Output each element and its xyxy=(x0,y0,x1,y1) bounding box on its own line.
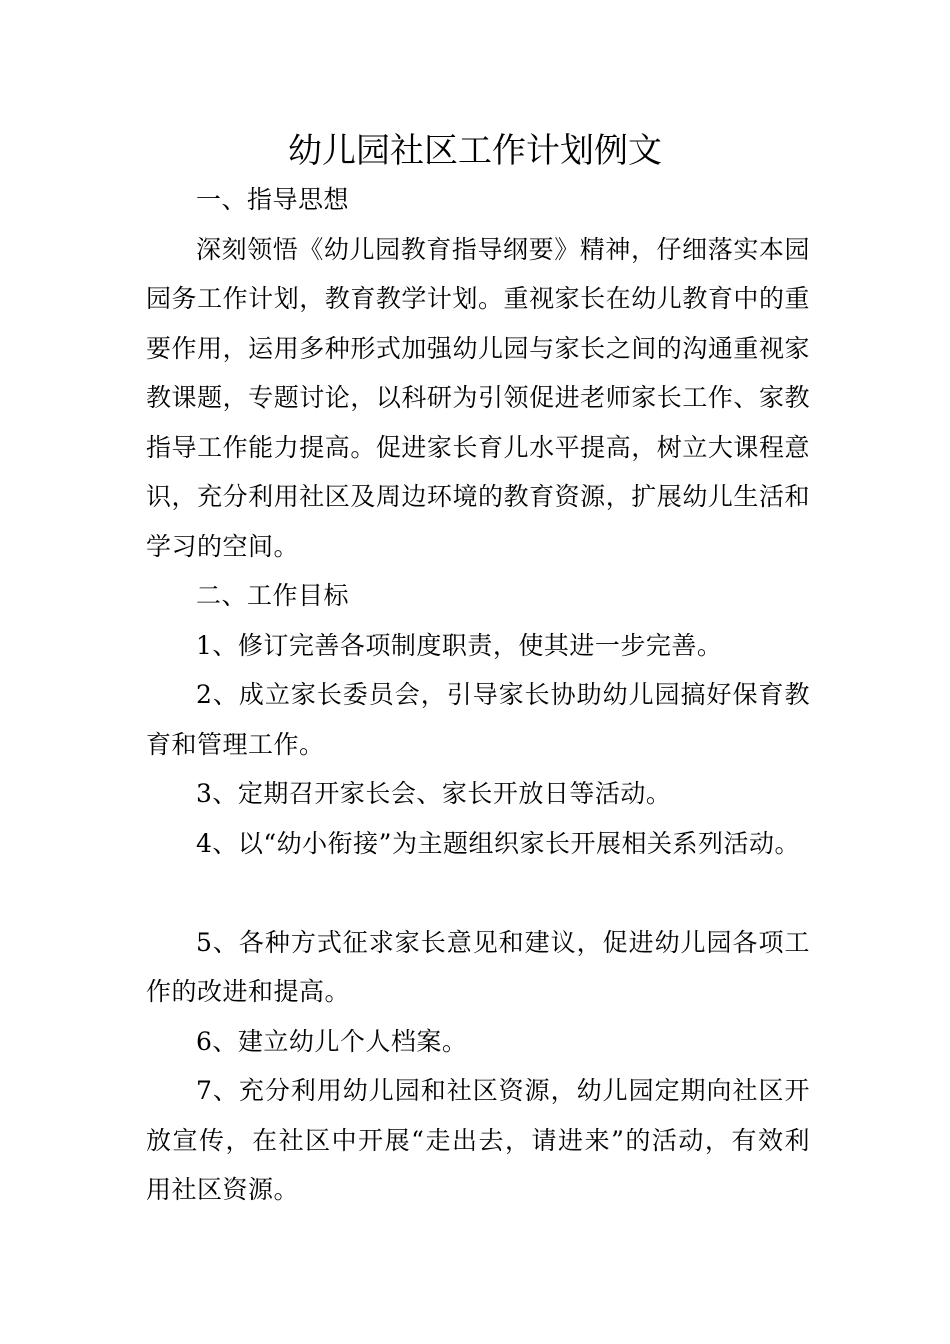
document-body xyxy=(146,175,810,1215)
goal-item-4: 4、以“幼小衔接”为主题组织家长开展相关系列活动。 xyxy=(196,828,800,858)
paragraph-guiding-ideology: 深刻领悟《幼儿园教育指导纲要》精神，仔细落实本园园务工作计划，教育教学计划。重视家长在幼儿教育中的重要作用，运用多种形式加强幼儿园与家长之间的沟通重视家教课题，专题讨论，以科研为引领促进老师家长工作、家教指导工作能力提高。促进家长育儿水平提高，树立大课程意识，充分利用社区及周边环境的教育资源，扩展幼儿生活和学习的空间。 xyxy=(146,234,810,561)
goal-item-3: 3、定期召开家长会、家长开放日等活动。 xyxy=(196,779,672,808)
section-heading-guiding-ideology: 一、指导思想 xyxy=(196,185,350,214)
goal-item-7: 7、充分利用幼儿园和社区资源，幼儿园定期向社区开放宣传，在社区中开展“走出去，请进来”的活动，有效利用社区资源。 xyxy=(146,1076,810,1204)
goal-item-2: 2、成立家长委员会，引导家长协助幼儿园搞好保育教育和管理工作。 xyxy=(146,680,810,759)
document-title: 幼儿园社区工作计划例文 xyxy=(288,131,662,171)
goal-item-5: 5、各种方式征求家长意见和建议，促进幼儿园各项工作的改进和提高。 xyxy=(146,927,810,1006)
goal-item-1: 1、修订完善各项制度职责，使其进一步完善。 xyxy=(196,630,723,660)
section-heading-work-goals: 二、工作目标 xyxy=(196,581,350,610)
goal-item-6: 6、建立幼儿个人档案。 xyxy=(196,1026,468,1056)
